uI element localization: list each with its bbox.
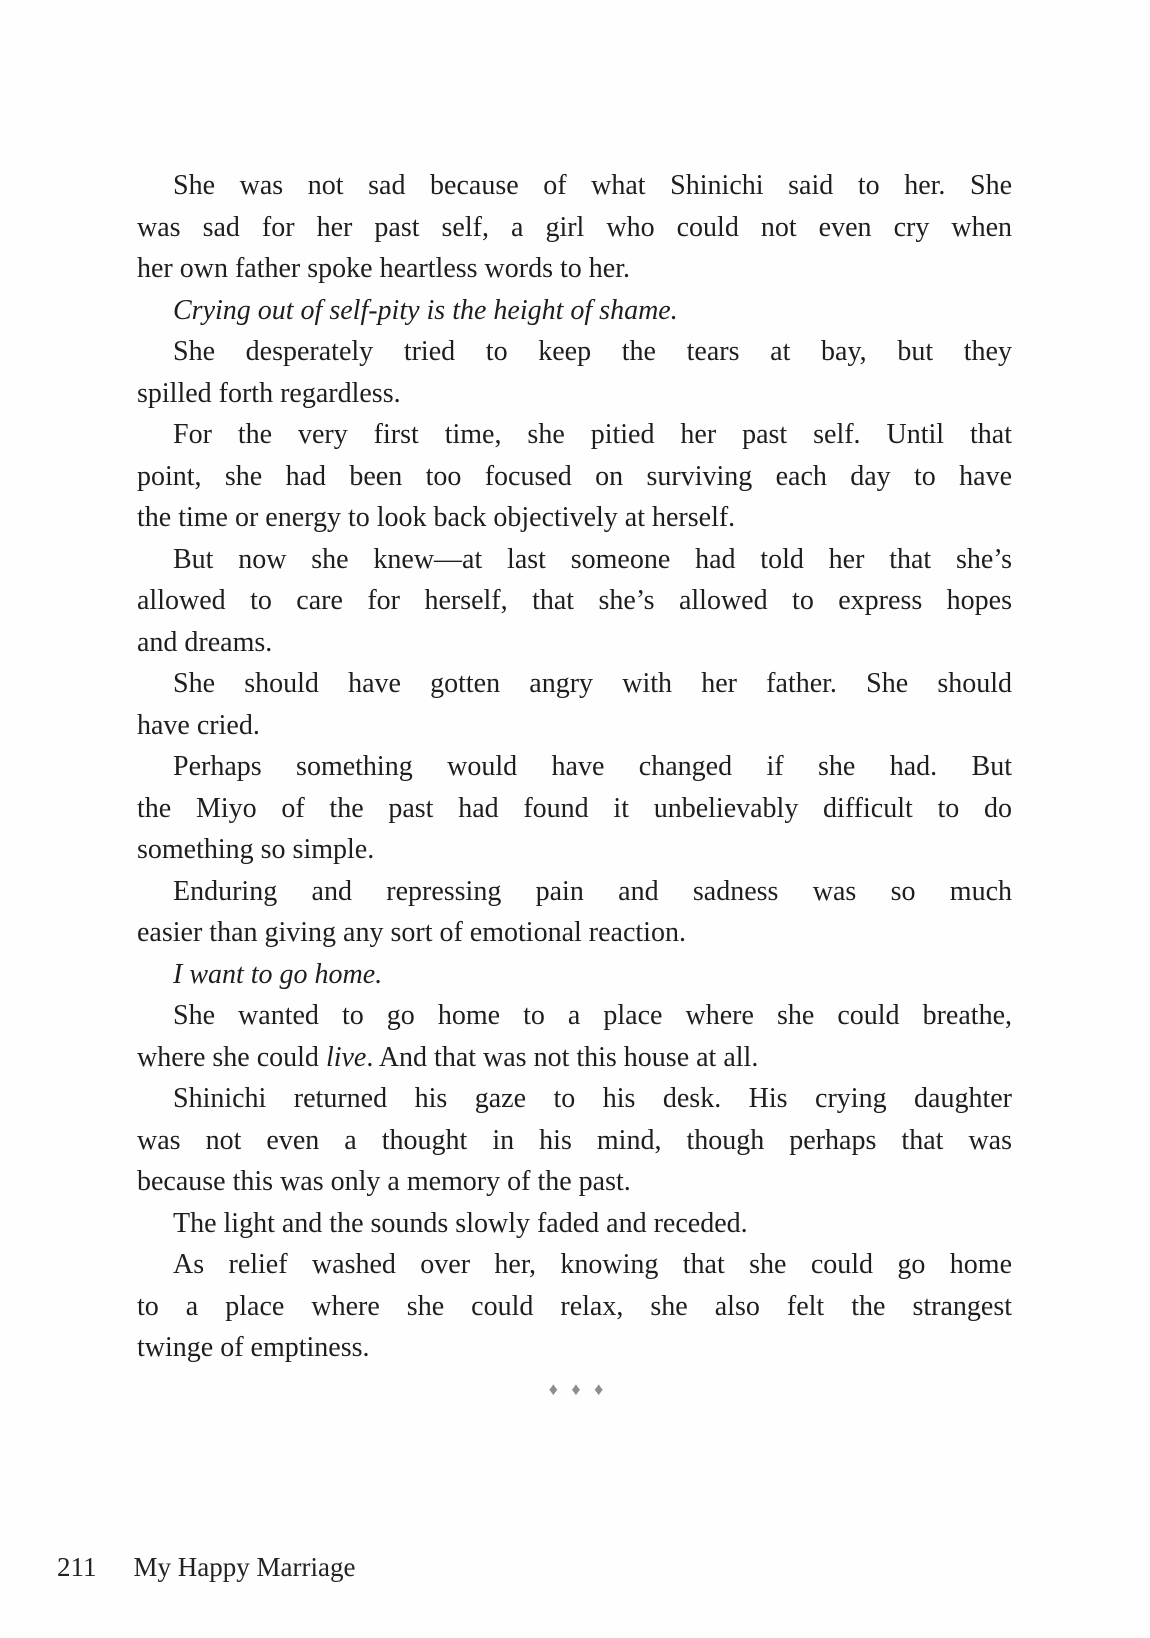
- page-text: [137, 165, 1012, 1369]
- body-line: was sad for her past self, a girl who could not even cry when: [137, 211, 1012, 243]
- italic-thought-line: I want to go home.: [173, 958, 383, 990]
- body-line: allowed to care for herself, that she’s allowed to express hopes: [137, 585, 1012, 616]
- body-line: For the very first time, she pitied her past self. Until that: [173, 419, 1012, 450]
- body-line: She wanted to go home to a place where she could breathe,: [173, 1000, 1012, 1031]
- italic-thought-line: Crying out of self-pity is the height of shame.: [173, 294, 678, 326]
- body-line: Perhaps something would have changed if she had. But: [173, 751, 1012, 782]
- body-line: She should have gotten angry with her father. She should: [173, 668, 1012, 699]
- body-line: because this was only a memory of the past.: [137, 1166, 631, 1197]
- body-line: spilled forth regardless.: [137, 377, 401, 409]
- body-line: her own father spoke heartless words to her.: [137, 253, 630, 284]
- body-line: [137, 1037, 1012, 1079]
- body-line: But now she knew—at last someone had told her that she’s: [173, 543, 1012, 575]
- body-line: Shinichi returned his gaze to his desk. His crying daughter: [173, 1083, 1012, 1114]
- body-line: She was not sad because of what Shinichi said to her. She: [173, 170, 1012, 201]
- body-line: the Miyo of the past had found it unbelievably difficult to do: [137, 792, 1012, 824]
- section-break-ornament: ♦ ♦ ♦: [548, 1379, 607, 1399]
- body-line: easier than giving any sort of emotional reaction.: [137, 917, 686, 948]
- italic-word: live: [325, 1041, 367, 1073]
- body-line: and dreams.: [137, 626, 273, 658]
- book-title: My Happy Marriage: [133, 1552, 356, 1582]
- body-line: Enduring and repressing pain and sadness was so much: [173, 875, 1012, 907]
- body-line: something so simple.: [137, 834, 375, 865]
- body-line: twinge of emptiness.: [137, 1332, 370, 1363]
- body-line: The light and the sounds slowly faded and receded.: [173, 1207, 748, 1239]
- body-text-segment: where she could: [137, 1041, 326, 1073]
- body-line: was not even a thought in his mind, though perhaps that was: [137, 1124, 1012, 1156]
- body-line: have cried.: [137, 709, 260, 741]
- body-line: She desperately tried to keep the tears at bay, but they: [173, 336, 1012, 367]
- body-line: the time or energy to look back objectively at herself.: [137, 502, 736, 533]
- page-number: 211: [57, 1552, 97, 1582]
- body-line: point, she had been too focused on surviving each day to have: [137, 460, 1012, 492]
- body-line: to a place where she could relax, she also felt the strangest: [137, 1290, 1012, 1322]
- body-line: As relief washed over her, knowing that she could go home: [173, 1249, 1012, 1280]
- page-footer: [57, 1552, 355, 1583]
- body-text-segment: . And that was not this house at all.: [366, 1041, 759, 1073]
